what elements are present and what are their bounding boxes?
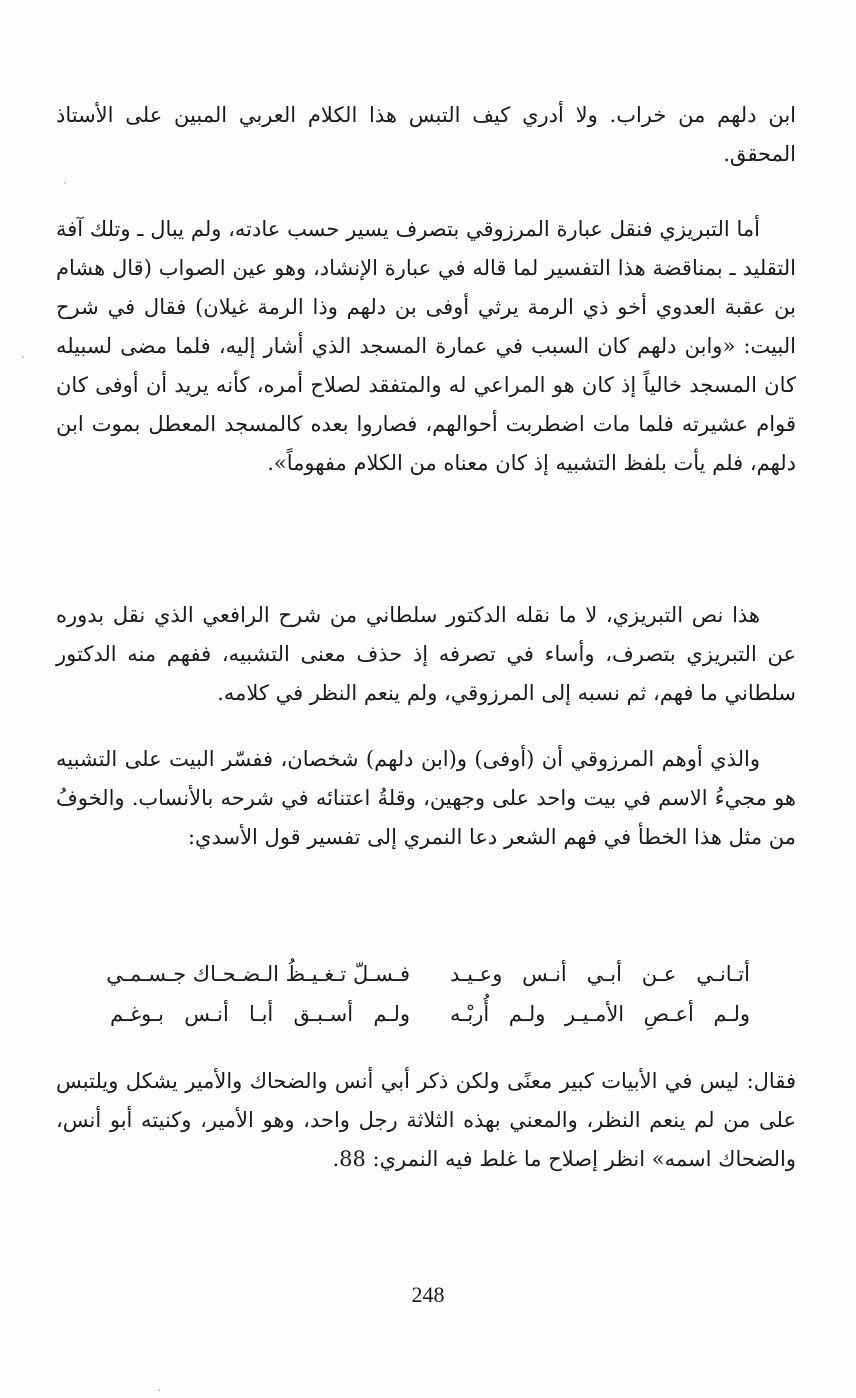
paragraph-4: [56, 740, 796, 857]
poem-verse-1: [106, 954, 750, 994]
paragraph-2: [56, 210, 796, 483]
scan-speck: [158, 1389, 160, 1391]
poem-verse-2-first-hemistich: ولـم أعـصِ الأمـيـر ولـم أُربْـه: [450, 1002, 750, 1026]
poem-verse-1-first-hemistich: أتـانـي عـن أبـي أنـس وعـيـد: [450, 962, 750, 986]
scan-speck: [64, 182, 66, 184]
poem-verses: [106, 954, 750, 1034]
paragraph-4-text: والذي أوهم المرزوقي أن (أوفى) و(ابن دلهم) شخصان، ففسّر البيت على التشبيه هو مجيءُ الاسم في بيت واحد على وجهين، وقلةُ اعتنائه في شرحه بالأنساب. والخوفُ من مثل هذا الخطأ في فهم الشعر دعا النمري إلى تفسير قول الأسدي:: [56, 747, 796, 849]
paragraph-1-text: ابن دلهم من خراب. ولا أدري كيف التبس هذا الكلام العربي المبين على الأستاذ المحقق.: [56, 103, 796, 166]
paragraph-1: [56, 96, 796, 174]
paragraph-5-text: فقال: ليس في الأبيات كبير معنًى ولكن ذكر أبي أنس والضحاك والأمير يشكل ويلتبس على من لم ينعم النظر، والمعني بهذه الثلاثة رجل واحد، وهو الأمير، وكنيته أبو أنس، والضحاك اسمه» انظر إصلاح ما غلط فيه النمري: 88.: [56, 1069, 796, 1171]
page-number: 248: [411, 1282, 445, 1307]
paragraph-2-text: أما التبريزي فنقل عبارة المرزوقي بتصرف يسير حسب عادته، ولم يبال ـ وتلك آفة التقليد ـ بمناقضة هذا التفسير لما قاله في عبارة الإنشاد، وهو عين الصواب (قال هشام بن عقبة العدوي أخو ذي الرمة يرثي أوفى بن دلهم وذا الرمة غيلان) فقال في شرح البيت: «وابن دلهم كان السبب في عمارة المسجد الذي أشار إليه، فلما مضى لسبيله كان المسجد خالياً إذ كان هو المراعي له والمتفقد لصلاح أمره، كأنه يريد أن أوفى كان قوام عشيرته فلما مات اضطربت أحوالهم، فصاروا بعده كالمسجد المعطل بموت ابن دلهم، فلم يأت بلفظ التشبيه إذ كان معناه من الكلام مفهوماً».: [56, 217, 796, 475]
poem-verse-2-second-hemistich: ولـم أسـبـق أبـا أنـس بـوغـم: [110, 1002, 410, 1026]
poem-verse-1-second-hemistich: فـسـلّ تـغـيـظُ الـضـحـاك جـسـمـي: [106, 962, 410, 986]
paragraph-5: [56, 1062, 796, 1179]
paragraph-3: [56, 596, 796, 713]
paragraph-3-text: هذا نص التبريزي، لا ما نقله الدكتور سلطاني من شرح الرافعي الذي نقل بدوره عن التبريزي بتصرف، وأساء في تصرفه إذ حذف معنى التشبيه، ففهم منه الدكتور سلطاني ما فهم، ثم نسبه إلى المرزوقي، ولم ينعم النظر في كلامه.: [56, 603, 796, 705]
poem-verse-2: [110, 994, 750, 1034]
scan-speck: [22, 356, 24, 358]
